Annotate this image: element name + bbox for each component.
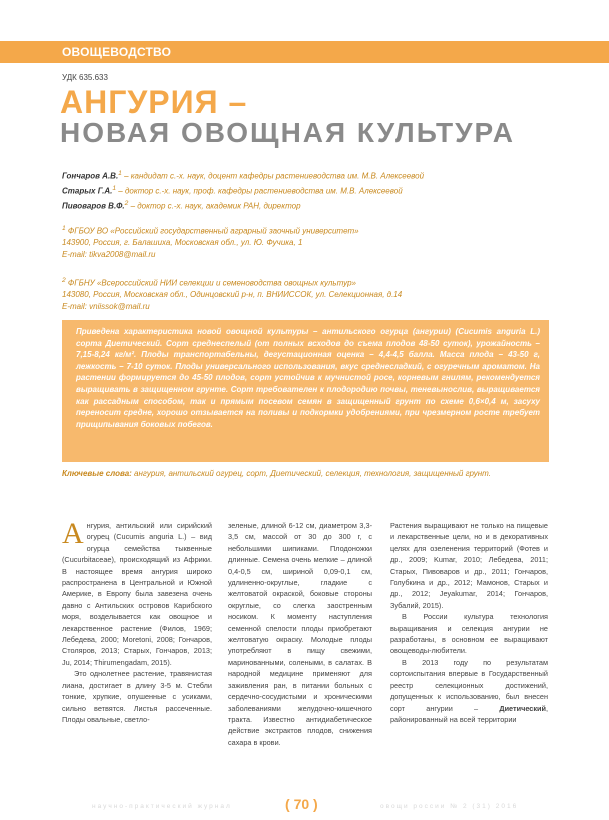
affiliation-1 — [62, 223, 562, 260]
author-line — [62, 168, 562, 183]
affiliation-address: 143900, Россия, г. Балашиха, Московская обл., ул. Ю. Фучика, 1 — [62, 238, 303, 248]
paragraph: зеленые, длиной 6-12 см, диаметром 3,3-3,5 см, массой от 30 до 300 г, с небольшими шипиками. Плодоножки длинные. Семена очень мелкие – длиной 0,4-0,5 см, шириной 0,09-0,1 см, удлиненно-округлые, гладкие с желтоватой окраской, боковые стороны округлые, со слегка заостренным носиком. К моменту наступления семенной спелости плоды приобретают желтоватую окраску. Молодые плоды употребляют в пищу свежими, маринованными, солеными, в салатах. В народной медицине применяют для заживления ран, в питании больных с сердечно-сосудистыми и хроническими заболеваниями желудочно-кишечного тракта. Известно антидиабетическое действие экстрактов плодов, снижения сахара в крови. — [228, 521, 372, 747]
author-name: Старых Г.А. — [62, 186, 113, 196]
page-number: ( 70 ) — [285, 796, 318, 812]
author-info: – доктор с.-х. наук, проф. кафедры растениеводства им. М.В. Алексеевой — [116, 186, 403, 196]
body-column-3 — [390, 520, 548, 725]
section-header-bar — [0, 41, 609, 63]
author-sup: 2 — [124, 199, 129, 207]
author-sup: 1 — [112, 184, 117, 192]
paragraph: В России культура технология выращивания и селекция ангурии не разработаны, в основном ее выращивают овощеводы-любители. — [390, 612, 548, 656]
variety-name: Диетический — [499, 703, 546, 713]
author-line — [62, 198, 562, 213]
author-info: – кандидат с.-х. наук, доцент кафедры растениеводства им. М.В. Алексеевой — [121, 171, 425, 181]
paragraph — [390, 657, 548, 725]
author-info: – доктор с.-х. наук, академик РАН, директор — [128, 201, 301, 211]
paragraph: Растения выращивают не только на пищевые и лекарственные цели, но и в декоративных целях для озеленения территорий (Фотев и др., 2009; Kumar, 2010; Лебедева, 2011; Старых, Пивоваров и др., 2011; Гончаров, Голубкина и др., 2012; Мамонов, Старых и др., 2012; Jeyakumar, 2014; Гончаров, Зубалий, 2015). — [390, 521, 548, 610]
title-line-2: НОВАЯ ОВОЩНАЯ КУЛЬТУРА — [60, 117, 515, 148]
page-number-value: 70 — [293, 796, 310, 812]
affiliation-org: ФГБОУ ВО «Российский государственный аграрный заочный университет» — [65, 226, 359, 236]
section-label: ОВОЩЕВОДСТВО — [62, 45, 172, 59]
keywords-text: ангурия, антильский огурец, сорт, Диетический, селекция, технология, защищенный грунт. — [131, 469, 491, 478]
affiliation-email: E-mail: tikva2008@mail.ru — [62, 249, 156, 259]
title-line-1: АНГУРИЯ – — [60, 84, 248, 120]
paragraph-text: , районированный на всей территории — [390, 703, 548, 724]
abstract-text: Приведена характеристика новой овощной культуры – антильского огурца (ангурии) (Cucumis anguria L.) сорта Диетический. Сорт среднеспелый (от полных всходов до съема плодов 48-50 суток), урожайность – 7,15-8,24 кг/м². Плоды транспортабельны, дегустационная оценка – 4,4-4,5 балла. Масса плода – 43-50 г, лежкость – 7-10 суток. Плоды универсального использования, вкус среднесладкий, с огуречным ароматом. На растении формируется до 45-50 плодов, сорт устойчив к мучнистой росе, корневым гнилям, рекомендуется выращивать в защищенном грунте. Сорт требователен к плодородию почвы, теневынослив, выращивается как рассадным способом, так и прямым посевом семян в защищенный грунт по схеме 0,6×0,4 м, засуху переносит средне, хорошо отзывается на поливы и подкормки удобрениями, при чрезмерном росте требует прищипывания боковых побегов. — [76, 327, 540, 429]
paragraph: нгурия, антильский или сирийский огурец (Cucumis anguria L.) – вид огурца семейства тыквенные (Cucurbitaceae), происходящий из Африки. В настоящее время ангурия широко распространена в Центральной и Южной Америке, в Европу была завезена очень давно с Антильских островов Карибского моря, возделывается как овощное и лекарственное растение (Филов, 1969; Лебедева, 2000; Moretoni, 2008; Гончаров, Столяров, 2013; Старых, Гончаров, 2013; Ju, 2014; Thirumengadam, 2015). — [62, 521, 212, 667]
author-name: Гончаров А.В. — [62, 171, 119, 181]
affiliation-sup: 1 — [62, 225, 66, 232]
affiliation-email: E-mail: vniissok@mail.ru — [62, 301, 150, 311]
affiliation-sup: 2 — [62, 277, 66, 284]
keywords-label: Ключевые слова: — [62, 469, 132, 478]
body-column-1 — [62, 517, 212, 725]
drop-cap: А — [62, 517, 84, 550]
author-name: Пивоваров В.Ф. — [62, 201, 125, 211]
affiliation-address: 143080, Россия, Московская обл., Одинцовский р-н, п. ВНИИССОК, ул. Селекционная, д.14 — [62, 290, 403, 300]
affiliation-org: ФГБНУ «Всероссийский НИИ селекции и семеноводства овощных культур» — [65, 278, 356, 288]
paragraph: Это однолетнее растение, травянистая лиана, достигает в длину 3-5 м. Стебли тонкие, хрупкие, опушенные с усиками, сильно ветвятся. Листья рассеченные. Плоды овальные, светло- — [62, 669, 212, 724]
body-column-2 — [228, 520, 372, 748]
keywords — [62, 468, 549, 480]
author-line — [62, 183, 562, 198]
footer-journal-type: научно-практический журнал — [92, 803, 232, 810]
author-sup: 1 — [118, 170, 122, 177]
paragraph-text: В 2013 году по результатам сортоиспытания впервые в Государственный реестр селекционных достижений, допущенных к использованию, был внесен сорт ангурии – — [390, 657, 548, 713]
affiliation-2 — [62, 275, 562, 312]
authors-block — [62, 168, 562, 213]
udk-code: УДК 635.633 — [62, 73, 108, 82]
footer-journal-name: овощи россии № 2 (31) 2016 — [380, 803, 519, 810]
